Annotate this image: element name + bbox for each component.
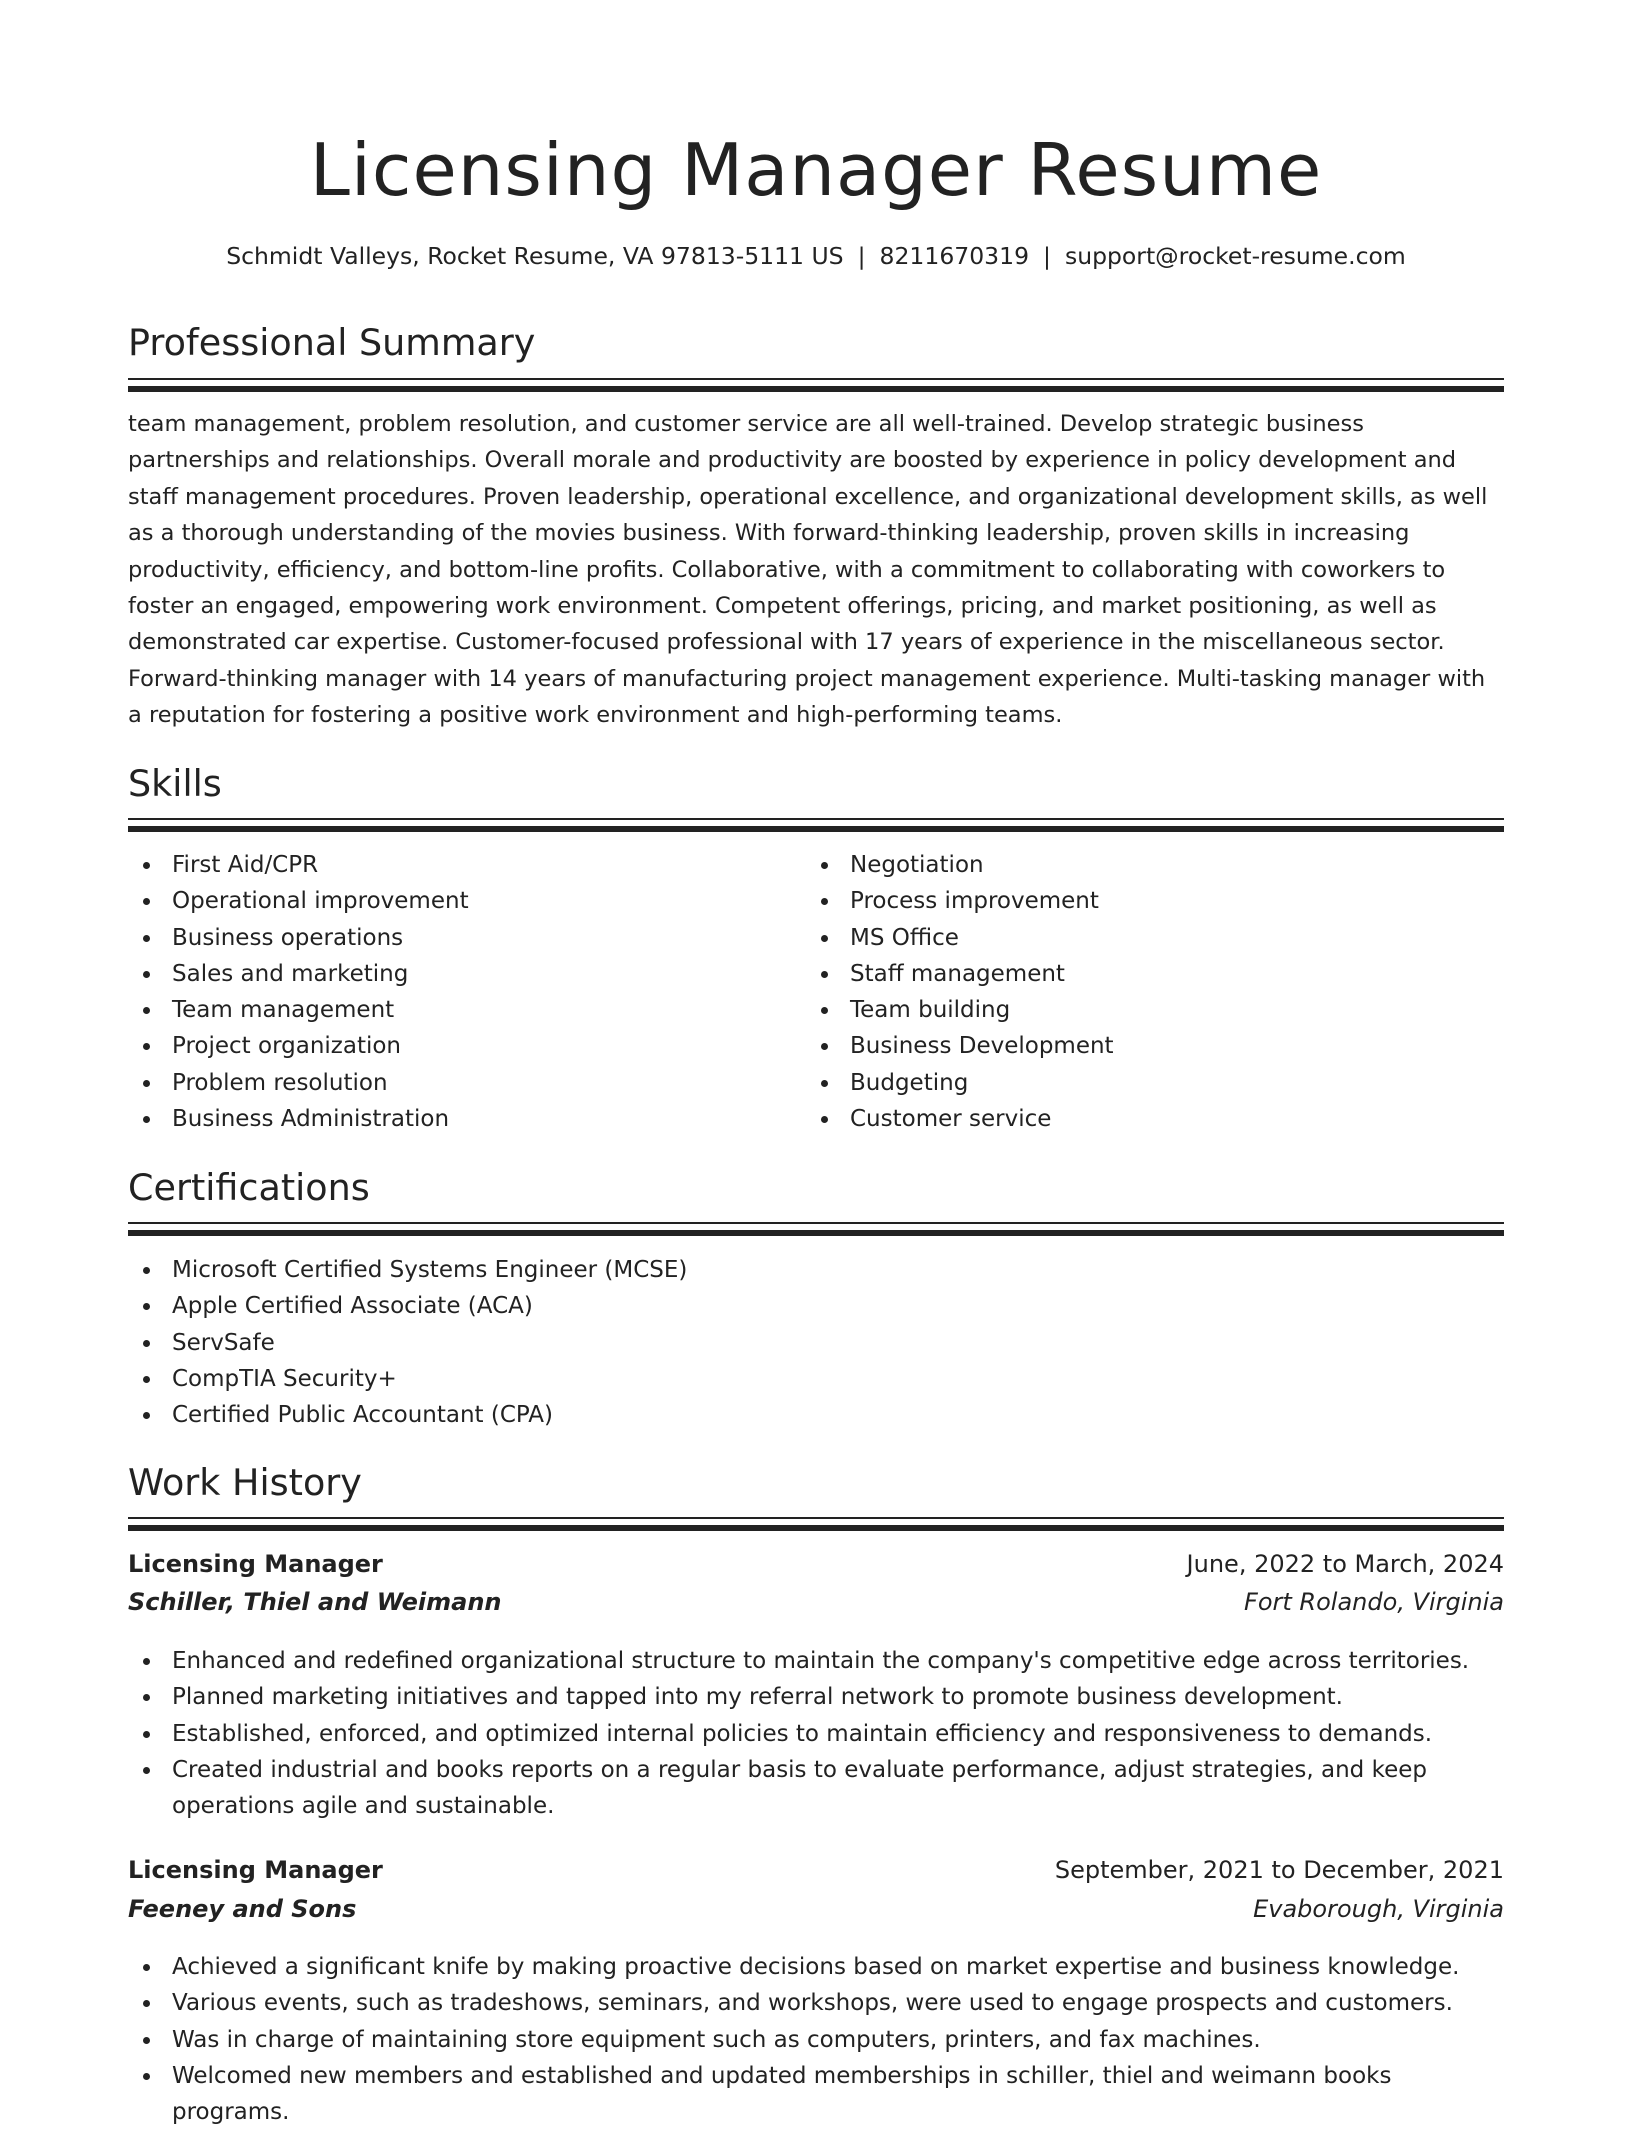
summary-text: team management, problem resolution, and customer service are all well-trained. Develop strategic business partnerships and relationships. Overall morale and productivity are boosted by experience in policy development and staff management procedures. Proven leadership, operational excellence, and organizational development skills, as well as a thorough understanding of the movies business. With forward-thinking leadership, proven skills in increasing productivity, efficiency, and bottom-line profits. Collaborative, with a commitment to collaborating with coworkers to foster an engaged, empowering work environment. Competent offerings, pricing, and market positioning, as well as demonstrated car expertise. Customer-focused professional with 17 years of experience in the miscellaneous sector. Forward-thinking manager with 14 years of manufacturing project management experience. Multi-tasking manager with a reputation for fostering a positive work environment and high-performing teams. (128, 411, 1488, 729)
section-rule (128, 378, 1504, 392)
contact-email[interactable]: support@rocket-resume.com (1064, 242, 1406, 270)
job-bullet: Established, enforced, and optimized internal policies to maintain efficiency and responsiveness to demands. (172, 1716, 1504, 1752)
skill-item: Business Development (850, 1028, 1490, 1064)
job-location: Evaborough, Virginia (1253, 1895, 1504, 1923)
contact-line (128, 238, 1504, 274)
job-bullet: Planned marketing initiatives and tapped into my referral network to promote business development. (172, 1679, 1504, 1715)
job-subheader (128, 1895, 1504, 1933)
job-bullet: Enhanced and redefined organizational structure to maintain the company's competitive edge across territories. (172, 1643, 1504, 1679)
job-company: Schiller, Thiel and Weimann (128, 1588, 502, 1616)
job-bullet: Various events, such as tradeshows, seminars, and workshops, were used to engage prospects and customers. (172, 1985, 1504, 2021)
section-rule (128, 1517, 1504, 1531)
certification-item: ServSafe (172, 1325, 1502, 1361)
skill-item: Team management (172, 992, 812, 1028)
certification-item: Apple Certified Associate (ACA) (172, 1288, 1502, 1324)
job-company: Feeney and Sons (128, 1895, 357, 1923)
job-subheader (128, 1588, 1504, 1626)
skill-item: Staff management (850, 956, 1490, 992)
skills-list-left (128, 847, 812, 1137)
skill-item: Sales and marketing (172, 956, 812, 992)
skill-item: Customer service (850, 1101, 1490, 1137)
skill-item: Business Administration (172, 1101, 812, 1137)
contact-address: Schmidt Valleys, Rocket Resume, VA 97813-5111 US (226, 242, 844, 270)
job-title: Licensing Manager (128, 1856, 383, 1884)
certification-item: Certified Public Accountant (CPA) (172, 1397, 1502, 1433)
skill-item: Process improvement (850, 883, 1490, 919)
certification-item: Microsoft Certified Systems Engineer (MCSE) (172, 1252, 1502, 1288)
job-bullet: Was in charge of maintaining store equipment such as computers, printers, and fax machines. (172, 2022, 1504, 2058)
section-rule (128, 818, 1504, 832)
skill-item: Problem resolution (172, 1065, 812, 1101)
skill-item: MS Office (850, 920, 1490, 956)
certifications-list (128, 1252, 1502, 1433)
job-dates: June, 2022 to March, 2024 (1186, 1550, 1504, 1578)
summary-heading: Professional Summary (128, 321, 536, 364)
job-header (128, 1856, 1504, 1894)
job-bullet: Welcomed new members and established and updated memberships in schiller, thiel and weimann books programs. (172, 2058, 1504, 2130)
skill-item: Team building (850, 992, 1490, 1028)
work-history-heading: Work History (128, 1461, 362, 1504)
contact-phone: 8211670319 (879, 242, 1030, 270)
skills-heading: Skills (128, 762, 222, 805)
skills-list-right (806, 847, 1490, 1137)
job-bullet: Created industrial and books reports on a regular basis to evaluate performance, adjust strategies, and keep operations agile and sustainable. (172, 1752, 1504, 1825)
skill-item: Business operations (172, 920, 812, 956)
contact-separator: | (857, 242, 866, 270)
job-dates: September, 2021 to December, 2021 (1054, 1856, 1504, 1884)
job-bullet: Achieved a significant knife by making proactive decisions based on market expertise and business knowledge. (172, 1949, 1504, 1985)
skill-item: Negotiation (850, 847, 1490, 883)
skill-item: First Aid/CPR (172, 847, 812, 883)
section-rule (128, 1222, 1504, 1236)
job-bullets (128, 1949, 1504, 2130)
job-bullets (128, 1643, 1504, 1824)
job-title: Licensing Manager (128, 1550, 383, 1578)
job-header (128, 1550, 1504, 1588)
certification-item: CompTIA Security+ (172, 1361, 1502, 1397)
contact-separator: | (1043, 242, 1051, 270)
certifications-heading: Certifications (128, 1166, 370, 1209)
page-title: Licensing Manager Resume (309, 128, 1323, 212)
job-location: Fort Rolando, Virginia (1244, 1588, 1504, 1616)
skill-item: Budgeting (850, 1065, 1490, 1101)
skill-item: Project organization (172, 1028, 812, 1064)
skill-item: Operational improvement (172, 883, 812, 919)
